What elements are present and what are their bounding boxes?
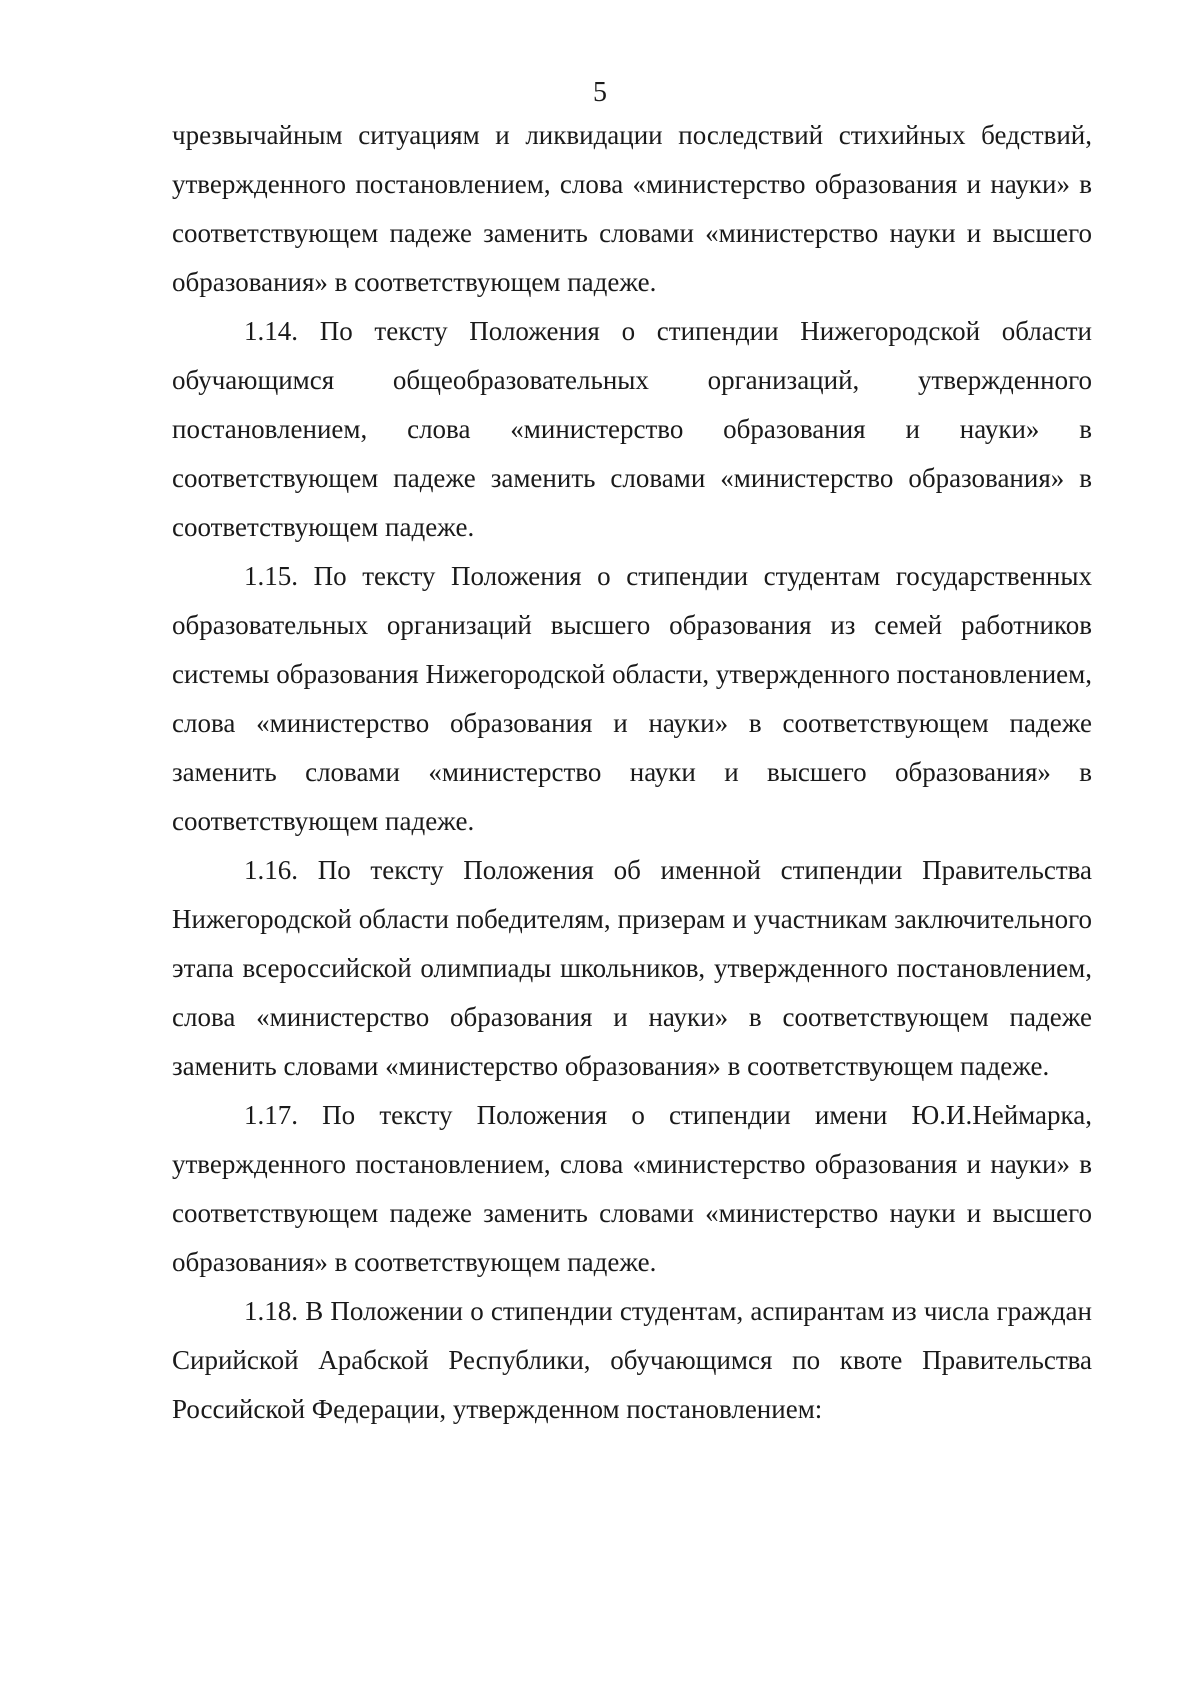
paragraph-1-17: 1.17. По тексту Положения о стипендии имени Ю.И.Неймарка, утвержденного постановлением, слова «министерство образования и науки» в соответствующем падеже заменить словами «министерство науки и высшего образования» в соответствующем падеже. [172, 1100, 1092, 1277]
paragraph-1-14: 1.14. По тексту Положения о стипендии Нижегородской области обучающимся общеобразовательных организаций, утвержденного постановлением, слова «министерство образования и науки» в соответствующем падеже заменить словами «министерство образования» в соответствующем падеже. [172, 316, 1092, 542]
paragraph-1-18: 1.18. В Положении о стипендии студентам, аспирантам из числа граждан Сирийской Арабской Республики, обучающимся по квоте Правительства Российской Федерации, утвержденном постановлением: [172, 1296, 1092, 1424]
document-body [172, 111, 1092, 1434]
page-number: 5 [593, 77, 607, 108]
paragraph-1-16: 1.16. По тексту Положения об именной стипендии Правительства Нижегородской области победителям, призерам и участникам заключительного этапа всероссийской олимпиады школьников, утвержденного постановлением, слова «министерство образования и науки» в соответствующем падеже заменить словами «министерство образования» в соответствующем падеже. [172, 855, 1092, 1081]
paragraph-1-15: 1.15. По тексту Положения о стипендии студентам государственных образовательных организаций высшего образования из семей работников системы образования Нижегородской области, утвержденного постановлением, слова «министерство образования и науки» в соответствующем падеже заменить словами «министерство науки и высшего образования» в соответствующем падеже. [172, 561, 1092, 836]
paragraph-continuation: чрезвычайным ситуациям и ликвидации последствий стихийных бедствий, утвержденного постановлением, слова «министерство образования и науки» в соответствующем падеже заменить словами «министерство науки и высшего образования» в соответствующем падеже. [172, 120, 1092, 297]
